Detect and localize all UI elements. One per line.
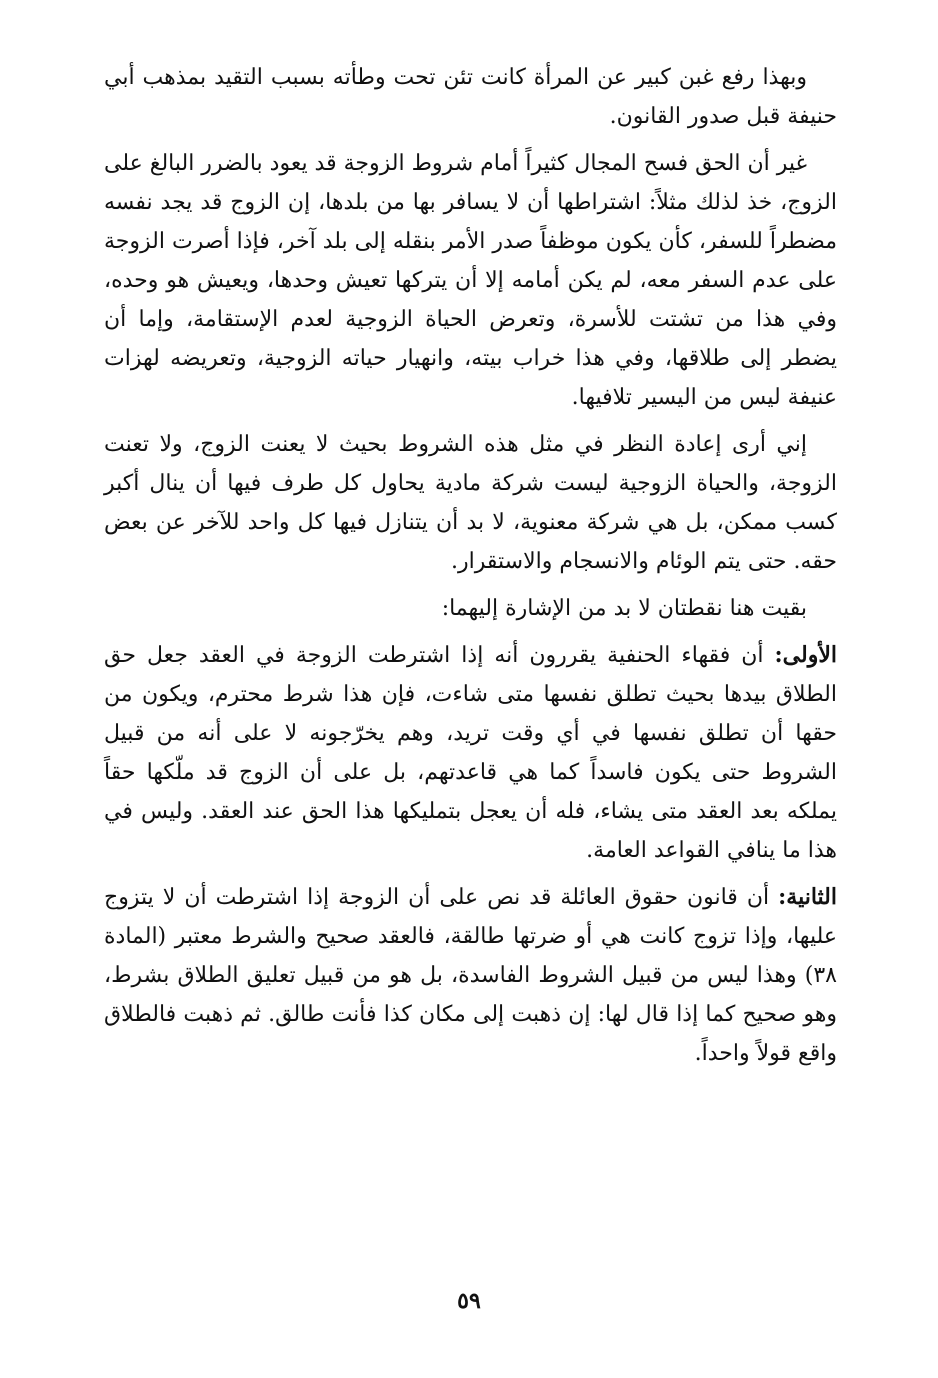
paragraph-6-lead: الثانية:: [778, 884, 837, 910]
paragraph-5: [104, 636, 837, 870]
paragraph-5-lead: الأولى:: [774, 642, 837, 668]
paragraph-1: [104, 58, 837, 136]
body-text: [104, 58, 837, 1081]
paragraph-3: [104, 425, 837, 581]
paragraph-2: [104, 144, 837, 417]
page-number: ٥٩: [457, 1288, 481, 1314]
paragraph-5-text: أن فقهاء الحنفية يقررون أنه إذا اشترطت الزوجة في العقد جعل حق الطلاق بيدها بحيث تطلق نفسها متى شاءت، فإن هذا شرط محترم، ويكون من حقها أن تطلق نفسها في أي وقت تريد، وهم يخرّجونه لا على أنه من قبيل الشروط حتى يكون فاسداً كما هي قاعدتهم، بل على أن الزوج قد ملّكها حقاً يملكه بعد العقد متى يشاء، فله أن يعجل بتمليكها هذا الحق عند العقد. وليس في هذا ما ينافي القواعد العامة.: [104, 643, 837, 863]
paragraph-2-text: غير أن الحق فسح المجال كثيراً أمام شروط الزوجة قد يعود بالضرر البالغ على الزوج، خذ لذلك مثلاً: اشتراطها أن لا يسافر بها من بلدها، إن الزوج قد يجد نفسه مضطراً للسفر، كأن يكون موظفاً صدر الأمر بنقله إلى بلد آخر، فإذا أصرت الزوجة على عدم السفر معه، لم يكن أمامه إلا أن يتركها تعيش وحدها، ويعيش هو وحده، وفي هذا من تشتت للأسرة، وتعرض الحياة الزوجية لعدم الإستقامة، وإما أن يضطر إلى طلاقها، وفي هذا خراب بيته، وانهيار حياته الزوجية، وتعريضه لهزات عنيفة ليس من اليسير تلافيها.: [104, 151, 837, 410]
paragraph-3-text: إني أرى إعادة النظر في مثل هذه الشروط بحيث لا يعنت الزوج، ولا تعنت الزوجة، والحياة الزوجية ليست شركة مادية يحاول كل طرف فيها أن ينال أكبر كسب ممكن، بل هي شركة معنوية، لا بد أن يتنازل فيها كل واحد للآخر عن بعض حقه. حتى يتم الوئام والانسجام والاستقرار.: [104, 432, 837, 574]
paragraph-4: [104, 589, 837, 628]
paragraph-4-text: بقيت هنا نقطتان لا بد من الإشارة إليهما:: [441, 596, 807, 621]
paragraph-1-text: وبهذا رفع غبن كبير عن المرأة كانت تئن تحت وطأته بسبب التقيد بمذهب أبي حنيفة قبل صدور القانون.: [104, 65, 837, 129]
paragraph-6-text: أن قانون حقوق العائلة قد نص على أن الزوجة إذا اشترطت أن لا يتزوج عليها، وإذا تزوج كانت هي أو ضرتها طالقة، فالعقد صحيح والشرط معتبر (المادة ٣٨) وهذا ليس من قبيل الشروط الفاسدة، بل هو من قبيل تعليق الطلاق بشرط، وهو صحيح كما إذا قال لها: إن ذهبت إلى مكان كذا فأنت طالق. ثم ذهبت فالطلاق واقع قولاً واحداً.: [104, 885, 837, 1066]
paragraph-6: [104, 878, 837, 1073]
